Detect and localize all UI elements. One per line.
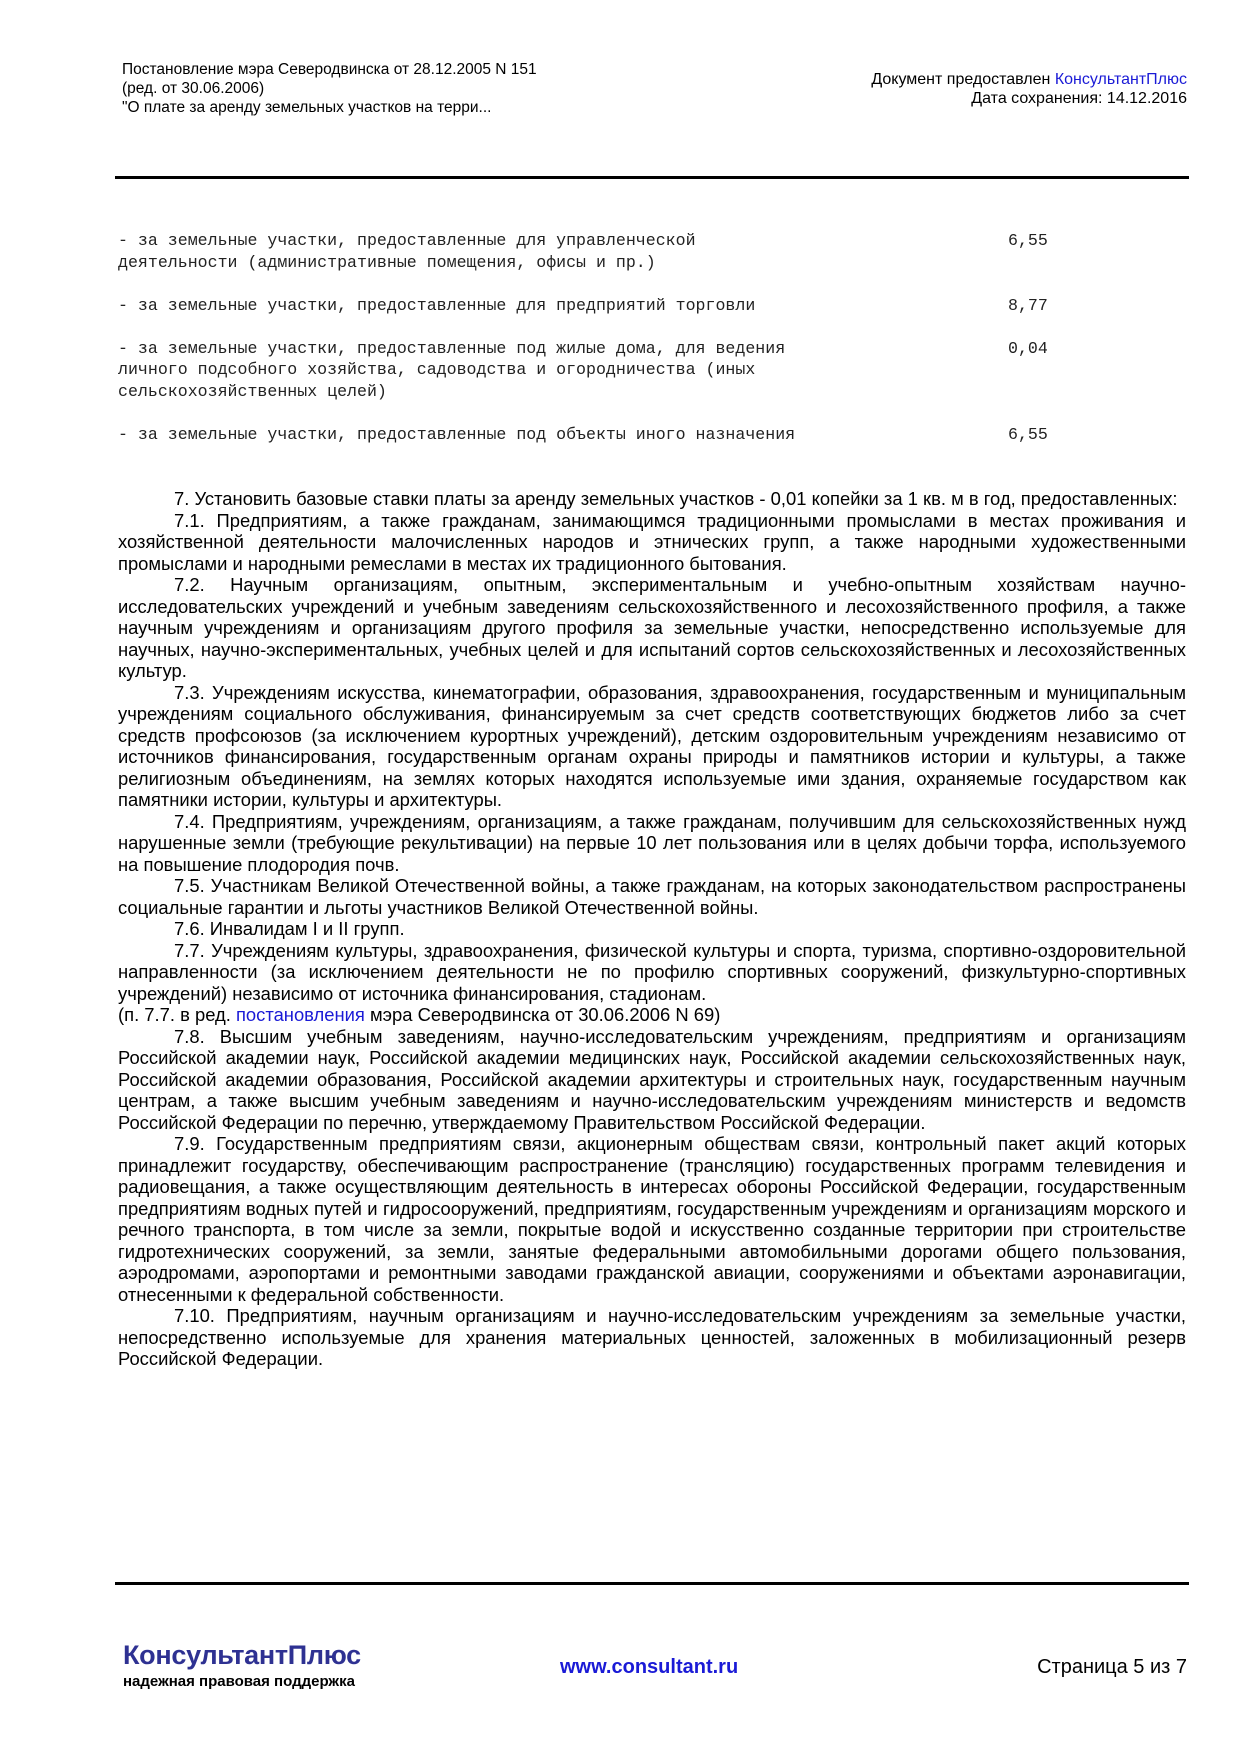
footer-divider bbox=[115, 1582, 1189, 1585]
paragraph: 7.9. Государственным предприятиям связи, акционерным обществам связи, контрольный пакет акций которых принадлежит государству, обеспечивающим распространение (трансляцию) государственных программ телевидения и радиовещания, а также осуществляющим деятельность в интересах обороны Российской Федерации, государственным предприятиям водных путей и гидросооружений, предприятиям, государственным учреждениям и организациям морского и речного транспорта, в том числе за земли, покрытые водой и искусственно созданные территории при строительстве гидротехнических сооружений, за земли, занятые федеральными автомобильными дорогами общего пользования, аэродромами, аэропортами и ремонтными заводами гражданской авиации, сооружениями и объектами аэронавигации, отнесенными к федеральной собственности. bbox=[118, 1133, 1186, 1305]
paragraph: 7.8. Высшим учебным заведениям, научно-исследовательским учреждениям, предприятиям и организациям Российской академии наук, Российской академии медицинских наук, Российской академии сельскохозяйственных наук, Российской академии образования, Российской академии архитектуры и строительных наук, государственным научным центрам, а также высшим учебным заведениям и научно-исследовательским учреждениям министерств и ведомств Российской Федерации по перечню, утверждаемому Правительством Российской Федерации. bbox=[118, 1025, 1186, 1133]
paragraph: 7.1. Предприятиям, а также гражданам, занимающимся традиционными промыслами в местах проживания и хозяйственной деятельности малочисленных народов и этнических групп, а также народными художественными промыслами и народными ремеслами в местах их традиционного бытования. bbox=[118, 509, 1186, 574]
website-link[interactable]: www.consultant.ru bbox=[560, 1656, 739, 1678]
header-divider bbox=[115, 176, 1189, 179]
rate-label: - за земельные участки, предоставленные для предприятий торговли bbox=[118, 295, 756, 315]
decree-link[interactable]: постановления bbox=[235, 1004, 365, 1025]
brand-link[interactable]: КонсультантПлюс bbox=[1054, 71, 1187, 88]
provided-label: Документ предоставлен bbox=[871, 71, 1055, 88]
paragraph: 7.10. Предприятиям, научным организациям и научно-исследовательским учреждениям за земельные участки, непосредственно используемые для хранения материальных ценностей, заложенных в мобилизационный резерв Российской Федерации. bbox=[118, 1305, 1186, 1369]
rate-row bbox=[118, 338, 1118, 403]
paragraph: 7.4. Предприятиям, учреждениям, организациям, а также гражданам, получившим для сельскохозяйственных нужд нарушенные земли (требующие рекультивации) на первые 10 лет пользования или в целях добычи торфа, используемого на повышение плодородия почв. bbox=[118, 810, 1186, 875]
document-title bbox=[122, 60, 537, 117]
paragraph: 7.5. Участникам Великой Отечественной войны, а также гражданам, на которых законодательством распространены социальные гарантии и льготы участников Великой Отечественной войны. bbox=[118, 875, 1186, 918]
rate-row bbox=[118, 230, 1118, 273]
consultant-logo bbox=[123, 1640, 361, 1690]
rate-label: - за земельные участки, предоставленные под жилые дома, для ведения личного подсобного хозяйства, садоводства и огородничества (иных сельскохозяйственных целей) bbox=[118, 338, 786, 401]
document-body bbox=[118, 488, 1186, 1370]
logo-text: КонсультантПлюс bbox=[123, 1640, 361, 1670]
paragraph: 7. Установить базовые ставки платы за аренду земельных участков - 0,01 копейки за 1 кв. м в год, предоставленных: bbox=[174, 488, 1178, 509]
rate-value: 0,04 bbox=[1008, 338, 1048, 358]
rate-label: - за земельные участки, предоставленные для управленческой деятельности (административные помещения, офисы и пр.) bbox=[118, 231, 696, 272]
logo-tagline: надежная правовая поддержка bbox=[123, 1673, 355, 1690]
edit-note bbox=[118, 1004, 1186, 1026]
edition-line: (ред. от 30.06.2006) bbox=[122, 80, 265, 97]
paragraph: 7.6. Инвалидам I и II групп. bbox=[174, 918, 405, 939]
provider-info bbox=[871, 70, 1187, 108]
rate-row bbox=[118, 424, 1118, 446]
page-number: Страница 5 из 7 bbox=[1037, 1656, 1187, 1678]
paragraph: 7.3. Учреждениям искусства, кинематографии, образования, здравоохранения, государственным и муниципальным учреждениям социального обслуживания, финансируемым за счет средств соответствующих бюджетов либо за счет средств профсоюзов (за исключением курортных учреждений), детским оздоровительным учреждениям независимо от источников финансирования, государственным органам охраны природы и памятников истории и культуры, а также религиозным объединениям, на землях которых находятся используемые ими здания, охраняемые государством как памятники истории, культуры и архитектуры. bbox=[118, 681, 1186, 810]
title-line: Постановление мэра Северодвинска от 28.12.2005 N 151 bbox=[122, 61, 537, 78]
paragraph: 7.7. Учреждениям культуры, здравоохранения, физической культуры и спорта, туризма, спортивно-оздоровительной направленности (за исключением деятельности не по профилю спортивных сооружений, физкультурно-спортивных учреждений) независимо от источника финансирования, стадионам. bbox=[118, 939, 1186, 1004]
save-date: Дата сохранения: 14.12.2016 bbox=[971, 90, 1187, 107]
rate-row bbox=[118, 295, 1118, 317]
note-suffix: мэра Северодвинска от 30.06.2006 N 69) bbox=[364, 1004, 721, 1025]
note-prefix: (п. 7.7. в ред. bbox=[118, 1004, 236, 1025]
rate-value: 6,55 bbox=[1008, 231, 1048, 250]
rate-value: 6,55 bbox=[1008, 424, 1048, 444]
title-line: "О плате за аренду земельных участков на терри... bbox=[122, 99, 492, 116]
paragraph: 7.2. Научным организациям, опытным, экспериментальным и учебно-опытным хозяйствам научно-исследовательских учреждений и учебным заведениям сельскохозяйственного и лесохозяйственного профиля, а также научным учреждениям и организациям другого профиля за земельные участки, непосредственно используемые для научных, научно-экспериментальных, учебных целей и для испытаний сортов сельскохозяйственных и лесохозяйственных культур. bbox=[118, 574, 1186, 681]
rate-value: 8,77 bbox=[1008, 295, 1048, 315]
rate-label: - за земельные участки, предоставленные под объекты иного назначения bbox=[118, 424, 796, 444]
rates-table bbox=[118, 230, 1118, 467]
